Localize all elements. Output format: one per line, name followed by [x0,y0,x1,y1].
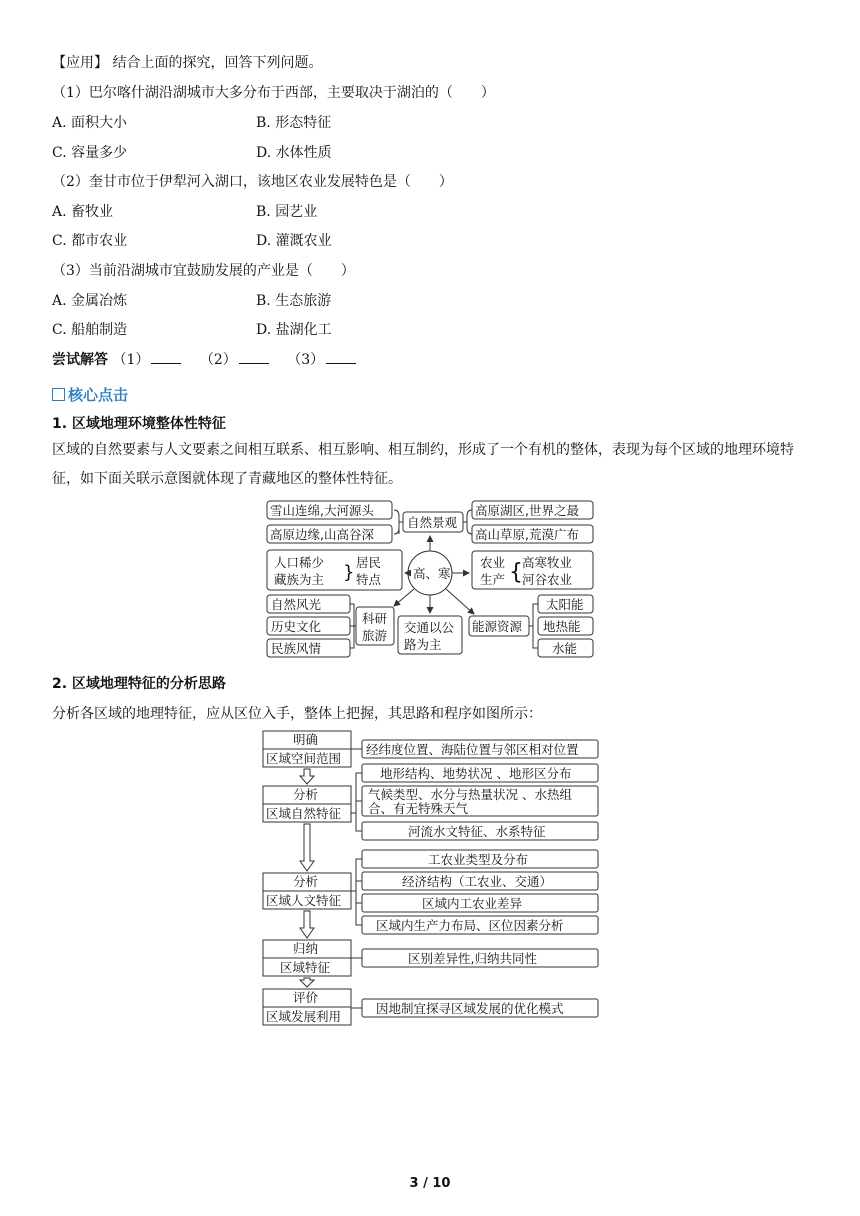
detail-1: 经纬度位置、海陆位置与邻区相对位置 [366,742,579,757]
answer-label: 尝试解答 [52,352,108,368]
natural-text-2: 高原边缘,山高谷深 [270,527,374,542]
step-1-a: 明确 [293,732,319,747]
natural-text-4: 高山草原,荒漠广布 [475,527,579,542]
step-5-b: 区域发展利用 [266,1009,342,1024]
answer-3-label: （3） [287,352,325,368]
q1-option-a: A. 面积大小 [52,115,128,131]
question-3: （3）当前沿湖城市宜鼓励发展的产业是（ ） [52,263,355,279]
detail-10: 因地制宜探寻区域发展的优化模式 [376,1001,564,1016]
answer-2-label: （2） [199,352,237,368]
detail-2: 地形结构、地势状况 、地形区分布 [380,766,572,781]
q2-option-c: C. 都市农业 [52,233,128,249]
tour-item-3: 民族风情 [271,641,322,656]
point-2-text: 分析各区域的地理特征，应从区位入手，整体上把握，其思路和程序如图所示： [52,706,542,722]
answer-1-blank[interactable] [151,351,181,364]
detail-7: 区域内工农业差异 [422,896,523,911]
q2-option-d: D. 灌溉农业 [256,233,332,249]
answer-1-label: （1） [112,352,150,368]
q2-option-b: B. 园艺业 [256,204,318,220]
agri-brace: { [509,560,523,585]
agri-text-1: 农业 [480,555,506,570]
step-2-b: 区域自然特征 [266,806,342,821]
natural-text-1: 雪山连绵,大河源头 [270,503,374,518]
point-1-heading: 1. 区域地理环境整体性特征 [52,416,226,432]
agri-type-1: 高寒牧业 [522,555,573,570]
tour-item-1: 自然风光 [271,597,322,612]
detail-5: 工农业类型及分布 [428,852,529,867]
agri-text-2: 生产 [480,572,506,587]
step-3-a: 分析 [293,874,319,889]
energy-item-1: 太阳能 [546,597,584,612]
step-5-a: 评价 [293,990,319,1005]
apply-intro: 【应用】 结合上面的探究，回答下列问题。 [52,55,323,71]
q3-option-b: B. 生态旅游 [256,293,332,309]
population-text-2: 藏族为主 [274,572,325,587]
section-title: 核心点击 [52,384,128,405]
linkage-diagram [262,496,598,662]
q3-option-a: A. 金属冶炼 [52,293,128,309]
detail-9: 区别差异性,归纳共同性 [408,951,537,966]
residence-text-2: 特点 [356,572,382,587]
step-2-a: 分析 [293,787,319,802]
question-2: （2）奎甘市位于伊犁河入湖口，该地区农业发展特色是（ ） [52,174,453,190]
answer-3-blank[interactable] [326,351,356,364]
agri-type-2: 河谷农业 [522,572,573,587]
center-text: 高、寒 [413,566,451,581]
detail-3b: 合、有无特殊天气 [368,801,469,816]
tourism-text-2: 旅游 [362,628,388,643]
answer-line [52,349,358,369]
tour-item-2: 历史文化 [271,619,322,634]
page-number: 3 / 10 [409,1176,451,1191]
q1-option-c: C. 容量多少 [52,145,128,161]
transport-text-1: 交通以公 [404,620,455,635]
step-4-b: 区域特征 [280,960,331,975]
step-4-a: 归纳 [293,941,319,956]
point-1-text: 区域的自然要素与人文要素之间相互联系、相互影响、相互制约，形成了一个有机的整体，表现为每个区域的地理环境特征，如下面关联示意图就体现了青藏地区的整体性特征。 [52,442,794,487]
detail-3a: 气候类型、水分与热量状况 、水热组 [368,787,572,802]
detail-6: 经济结构（工农业、交通） [402,874,553,889]
energy-item-2: 地热能 [543,619,581,634]
q2-option-a: A. 畜牧业 [52,204,114,220]
natural-landscape-label: 自然景观 [407,515,458,530]
population-text-1: 人口稀少 [274,555,325,570]
step-1-b: 区域空间范围 [266,751,342,766]
q1-option-b: B. 形态特征 [256,115,332,131]
detail-8: 区域内生产力布局、区位因素分析 [376,918,564,933]
question-1: （1）巴尔喀什湖沿湖城市大多分布于西部，主要取决于湖泊的（ ） [52,85,495,101]
answer-2-blank[interactable] [239,351,269,364]
detail-4: 河流水文特征、水系特征 [408,824,546,839]
q3-option-d: D. 盐湖化工 [256,322,332,338]
analysis-flow-diagram [260,728,600,1028]
tourism-text-1: 科研 [362,611,388,626]
square-icon [52,388,65,401]
transport-text-2: 路为主 [404,637,442,652]
energy-label: 能源资源 [472,619,523,634]
population-brace: } [343,562,355,583]
step-3-b: 区域人文特征 [266,893,342,908]
q3-option-c: C. 船舶制造 [52,322,128,338]
natural-text-3: 高原湖区,世界之最 [475,503,579,518]
energy-item-3: 水能 [552,641,578,656]
q1-option-d: D. 水体性质 [256,145,332,161]
point-2-heading: 2. 区域地理特征的分析思路 [52,676,226,692]
residence-text-1: 居民 [356,555,382,570]
